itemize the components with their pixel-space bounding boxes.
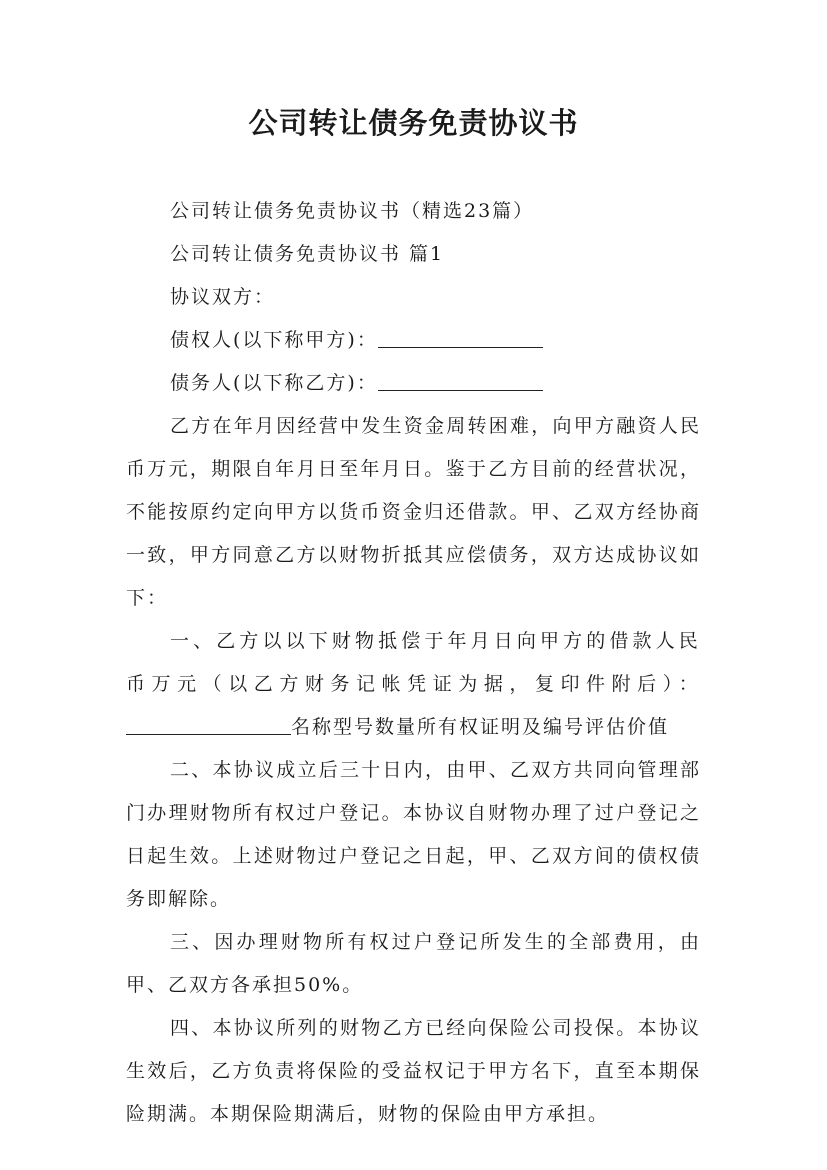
document-title: 公司转让债务免责协议书 [248,106,579,140]
clause-1-blank [126,714,291,735]
document-body [126,190,701,1136]
parties-label: 协议双方： [170,286,276,308]
debtor-blank [378,370,543,391]
clause-2-paragraph: 二、本协议成立后三十日内，由甲、乙双方共同向管理部门办理财物所有权过户登记。本协议自财物办理了过户登记之日起生效。上述财物过户登记之日起，甲、乙双方间的债权债务即解除。 [126,759,701,910]
section-heading: 公司转让债务免责协议书 篇1 [170,243,445,265]
creditor-line [126,319,701,362]
debtor-line [126,362,701,405]
intro-paragraph: 乙方在年月因经营中发生资金周转困难，向甲方融资人民币万元，期限自年月日至年月日。鉴于乙方目前的经营状况，不能按原约定向甲方以货币资金归还借款。甲、乙双方经协商一致，甲方同意乙方以财物折抵其应偿债务，双方达成协议如下： [126,415,701,609]
clause-1-text: 一、乙方以以下财物抵偿于年月日向甲方的借款人民币万元（以乙方财务记帐凭证为据，复印件附后）： [126,630,701,695]
debtor-label: 债务人(以下称乙方)： [170,372,378,394]
clause-1-columns: 名称型号数量所有权证明及编号评估价值 [291,716,670,738]
creditor-label: 债权人(以下称甲方)： [170,329,378,351]
clause-1-paragraph [126,620,701,749]
creditor-blank [378,327,543,348]
subtitle-line: 公司转让债务免责协议书（精选23篇） [170,200,535,222]
clause-3-paragraph: 三、因办理财物所有权过户登记所发生的全部费用，由甲、乙双方各承担50%。 [126,931,701,996]
clause-4-paragraph: 四、本协议所列的财物乙方已经向保险公司投保。本协议生效后，乙方负责将保险的受益权记于甲方名下，直至本期保险期满。本期保险期满后，财物的保险由甲方承担。 [126,1017,701,1125]
